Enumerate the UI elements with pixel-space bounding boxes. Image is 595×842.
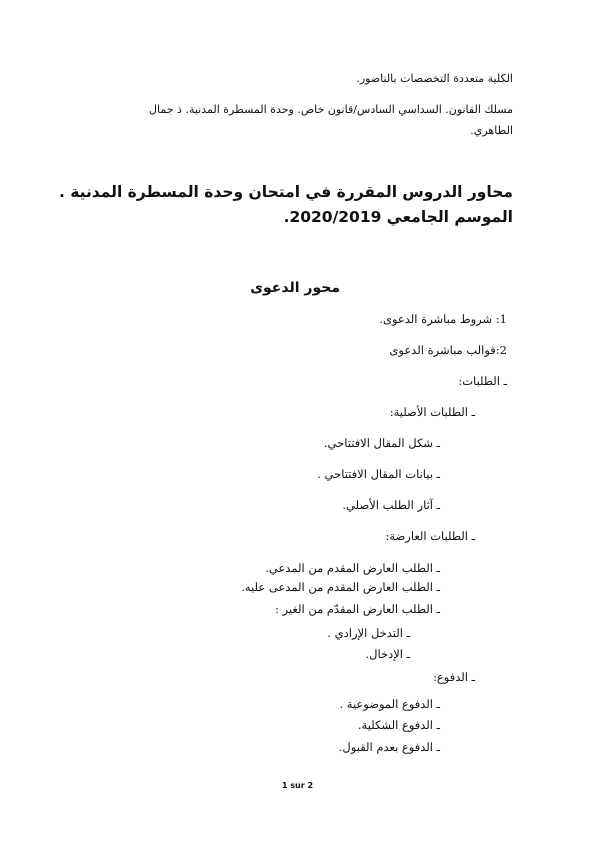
list-item: ـ الطلب العارض المقدم من المدعي. <box>265 561 440 575</box>
list-item: ـ الدفوع: <box>433 670 475 684</box>
list-item: ـ الطلب العارض المقدم من المدعى عليه. <box>241 580 440 594</box>
list-item: ـ شكل المقال الافتتاحي. <box>323 436 440 450</box>
list-item: 2:قوالب مباشرة الدعوى <box>389 343 507 357</box>
section-heading: محور الدعوى <box>250 280 340 296</box>
faculty-line: الكلية متعددة التخصصات بالناضور. <box>356 72 513 85</box>
list-item: ـ الطلبات العارضة: <box>385 529 475 543</box>
list-item: ـ الطلبات الأصلية: <box>389 405 475 419</box>
list-item: ـ آثار الطلب الأصلي. <box>342 498 440 512</box>
course-line-2: الطاهري. <box>470 124 513 137</box>
document-title-line-2: الموسم الجامعي 2020/2019. <box>283 208 513 226</box>
list-item: ـ الطلب العارض المقدّم من الغير : <box>275 602 440 616</box>
list-item: 1: شروط مباشرة الدعوى. <box>379 312 507 326</box>
list-item: ـ الدفوع بعدم القبول. <box>338 740 440 754</box>
page-number: 1 sur 2 <box>281 781 314 790</box>
list-item: ـ الطلبات: <box>458 374 507 388</box>
list-item: ـ الدفوع الشكلية. <box>357 718 440 732</box>
list-item: ـ التدخل الإرادي . <box>327 626 410 640</box>
course-line-1: مسلك القانون. السداسي السادس/قانون خاص. وحدة المسطرة المدنية. ذ جمال <box>149 103 513 116</box>
list-item: ـ الإدخال. <box>365 647 410 661</box>
list-item: ـ بيانات المقال الافتتاحي . <box>317 467 440 481</box>
document-title-line-1: محاور الدروس المقررة في امتحان وحدة المسطرة المدنية . <box>58 183 513 201</box>
list-item: ـ الدفوع الموضوعية . <box>339 697 440 711</box>
